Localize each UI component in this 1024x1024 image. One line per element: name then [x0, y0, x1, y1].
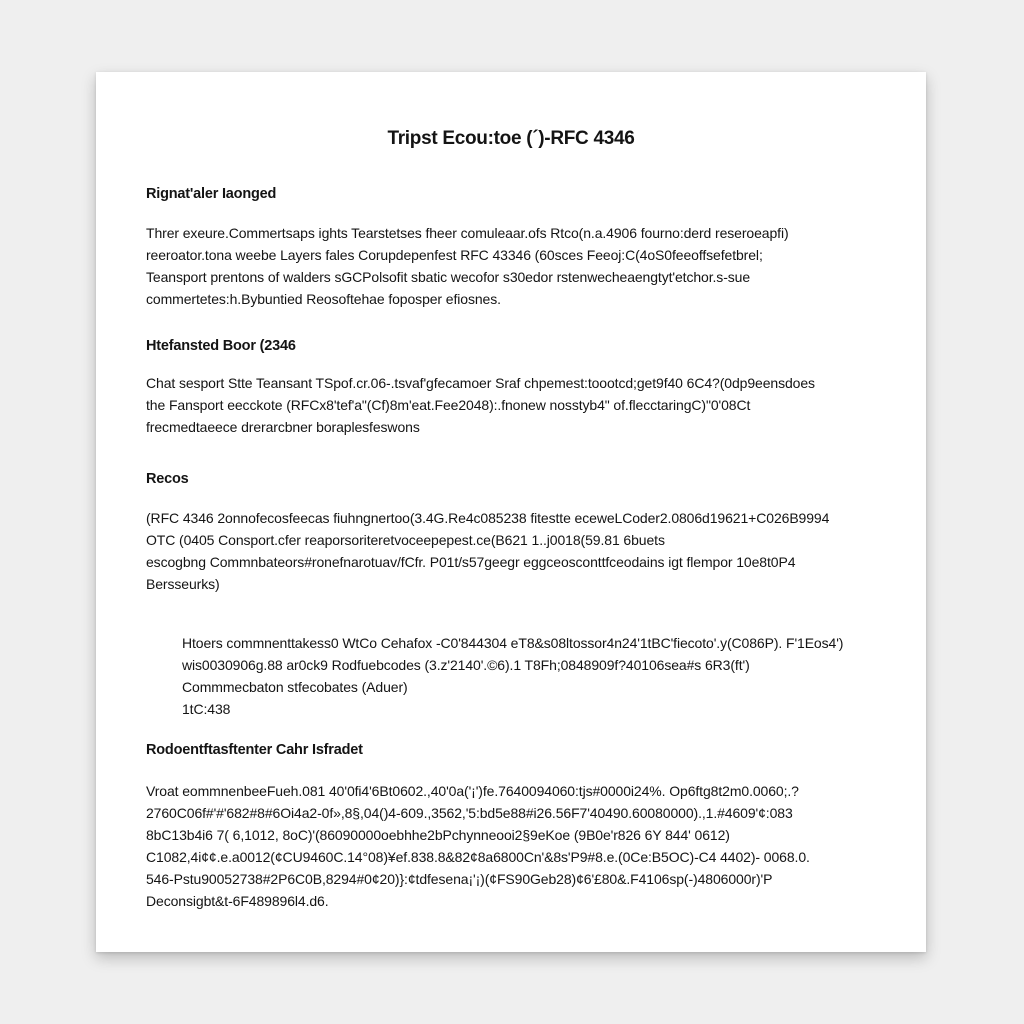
section-paragraph — [146, 780, 810, 912]
document-page — [96, 72, 926, 952]
document-title: Tripst Ecou:toe (´)-RFC 4346 — [387, 128, 635, 149]
text-line: Chat sesport Stte Teansant TSpof.cr.06-.tsvaf'gfecamoer Sraf chpemest:toootcd;get9f40 6C4?(0dp9eensdoes — [146, 375, 815, 391]
section-paragraph — [146, 222, 789, 310]
text-line: commertetes:h.Bybuntied Reosoftehae foposper efiosnes. — [146, 291, 501, 307]
text-line: 546-Pstu90052738#2P6C0B,8294#0¢20)}:¢tdfesena¡'¡)(¢FS90Geb28)¢6'£80&.F4106sp(-)4806000r)'P — [146, 871, 773, 887]
text-line: 2760C06f#'#'682#8#6Oi4a2-0f»,8§,04()4-609.,3562,'5:bd5e88#i26.56F7'40490.60080000).,1.#4609'¢:083 — [146, 805, 793, 821]
text-line: Bersseurks) — [146, 576, 220, 592]
section-heading: Htefansted Boor (2346 — [146, 338, 296, 354]
text-line: 1tC:438 — [182, 701, 231, 717]
text-line: the Fansport eecckote (RFCx8'tef'a"(Cf)8m'eat.Fee2048):.fnonew nosstyb4" of.flecctaringC)"0'08Ct — [146, 397, 751, 413]
section-heading: Rignat'aler Iaonged — [146, 186, 277, 202]
text-line: reeroator.tona weebe Layers fales Corupdepenfest RFC 43346 (60sces Feeoj:C(4oS0feeoffsefetbrel; — [146, 247, 763, 263]
section-paragraph — [146, 372, 815, 438]
text-line: C1082,4i¢¢.e.a0012(¢CU9460C.14°08)¥ef.838.8&82¢8a6800Cn'&8s'P9#8.e.(0Ce:B5OC)-C4 4402)- 0068.0. — [146, 849, 810, 865]
text-line: Vroat eommnenbeeFueh.081 40'0fi4'6Bt0602.,40'0a('¡')fe.7640094060:tjs#0000i24%. Op6ftg8t2m0.0060;.? — [146, 783, 799, 799]
text-line: Htoers commnenttakess0 WtCo Cehafox -C0'844304 eT8&s08ltossor4n24'1tBC'fiecoto'.y(C086P). F'1Eos4') — [182, 635, 844, 651]
section-heading: Recos — [146, 471, 189, 487]
section-heading: Rodoentftasftenter Cahr Isfradet — [146, 742, 363, 758]
text-line: wis0030906g.88 ar0ck9 Rodfuebcodes (3.z'2140'.©6).1 T8Fh;0848909f?40106sea#s 6R3(ft') — [182, 657, 750, 673]
text-line: Threr exeure.Commertsaps ights Tearstetses fheer comuleaar.ofs Rtco(n.a.4906 fourno:derd reseroeapfi) — [146, 225, 789, 241]
text-line: Commmecbaton stfecobates (Aduer) — [182, 679, 408, 695]
text-line: 8bC13b4i6 7( 6,1012, 8oC)'(86090000oebhhe2bPchynneooi2§9eKoe (9B0e'r826 6Y 844' 0612) — [146, 827, 730, 843]
indented-block — [182, 632, 843, 720]
text-line: OTC (0405 Consport.cfer reaporsoriteretvoceepepest.ce(B621 1..j0018(59.81 6buets — [146, 532, 665, 548]
text-line: Teansport prentons of walders sGCPolsofit sbatic wecofor s30edor rstenwecheaengtyt'etchor.s-sue — [146, 269, 751, 285]
section-paragraph — [146, 507, 829, 595]
text-line: (RFC 4346 2onnofecosfeecas fiuhngnertoo(3.4G.Re4c085238 fitestte eceweLCoder2.0806d19621+C026B9994 — [146, 510, 830, 526]
text-line: escogbng Commnbateors#ronefnarotuav/fCfr. P01t/s57geegr eggceosconttfceodains igt flempor 10e8t0P4 — [146, 554, 796, 570]
text-line: frecmedtaeece drerarcbner boraplesfeswons — [146, 419, 420, 435]
text-line: Deconsigbt&t-6F489896l4.d6. — [146, 893, 329, 909]
